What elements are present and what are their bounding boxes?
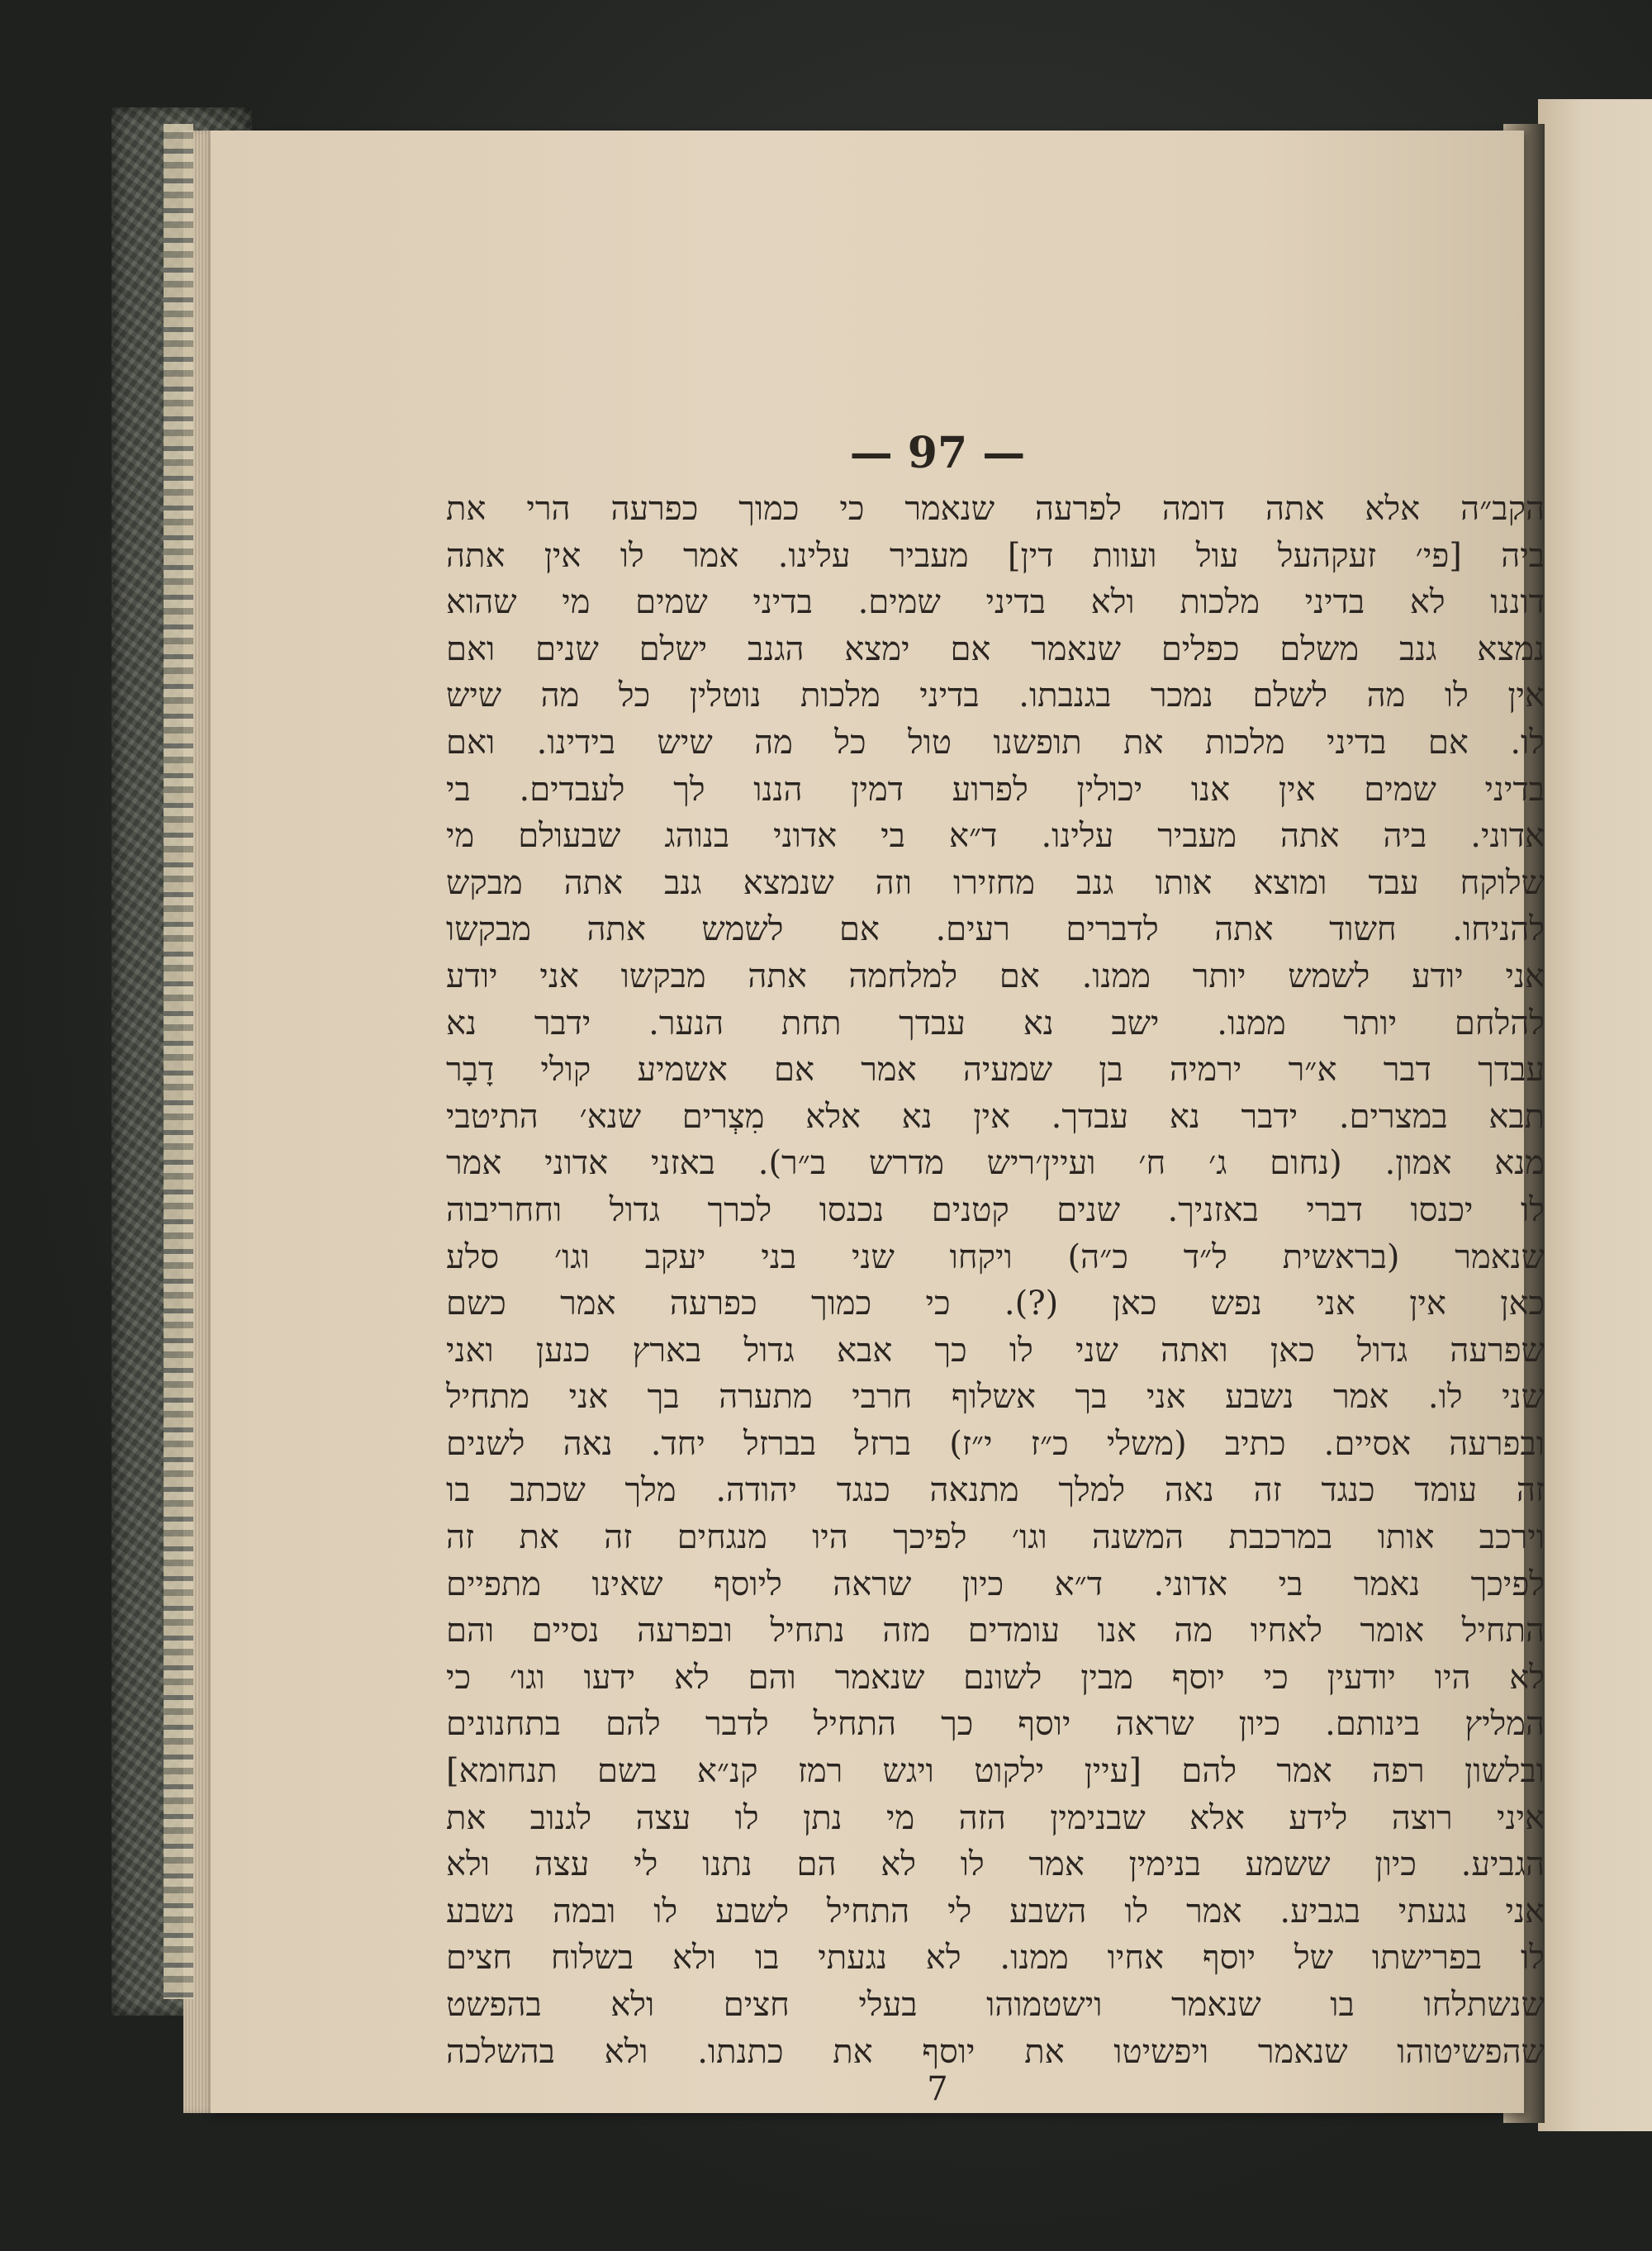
text-line: בדיני שמים אין אנו יכולין לפרוע דמין הננו לך לעבדים. בי bbox=[446, 770, 1545, 809]
text-line: איני רוצה לידע אלא שבנימין הזה מי נתן לו עצה לגנוב את bbox=[446, 1798, 1545, 1837]
facing-page-edge bbox=[1538, 99, 1652, 2131]
text-line: להלחם יותר ממנו. ישב נא עבדך תחת הנער. ידבר נא bbox=[446, 1004, 1545, 1042]
text-line: התחיל אומר לאחיו מה אנו עומדים מזה נתחיל ובפרעה נסיים והם bbox=[446, 1612, 1545, 1650]
text-line: אני נגעתי בגביע. אמר לו השבע לי התחיל לשבע לו ובמה נשבע bbox=[446, 1892, 1545, 1930]
text-line: לא היו יודעין כי יוסף מבין לשונם שנאמר והם לא ידעו וגו׳ כי bbox=[446, 1658, 1545, 1697]
text-line: וירכב אותו במרכבת המשנה וגו׳ לפיכך היו מנגחים זה את זה bbox=[446, 1518, 1545, 1557]
text-line: ובפרעה אסיים. כתיב (משלי כ״ז י״ז) ברזל בברזל יחד. נאה לשנים bbox=[446, 1424, 1545, 1463]
text-line: שפרעה גדול כאן ואתה שני לו כך אבא גדול בארץ כנען ואני bbox=[446, 1331, 1545, 1370]
text-line: לו יכנסו דברי באזניך. שנים קטנים נכנסו לכרך גדול וחחריבוה bbox=[446, 1190, 1545, 1229]
text-line: ביה [פי׳ זעקהעל עול ועוות דין] מעביר עלינו. אמר לו אין אתה bbox=[446, 536, 1545, 575]
text-line: ובלשון רפה אמר להם [עיין ילקוט ויגש רמז קנ״א בשם תנחומא] bbox=[446, 1752, 1545, 1791]
text-line: המליץ בינותם. כיון שראה יוסף כך התחיל לדבר להם בתחנונים bbox=[446, 1705, 1545, 1744]
text-line: הקב״ה אלא אתה דומה לפרעה שנאמר כי כמוך כפרעה הרי את bbox=[446, 490, 1545, 528]
text-line: לו. אם בדיני מלכות את תופשנו טול כל מה שיש בידינו. ואם bbox=[446, 723, 1545, 762]
text-line: להניחו. חשוד אתה לדברים רעים. אם לשמש אתה מבקשו bbox=[446, 910, 1545, 949]
text-line: אין לו מה לשלם נמכר בגנבתו. בדיני מלכות נוטלין כל מה שיש bbox=[446, 677, 1545, 715]
text-line: אני יודע לשמש יותר ממנו. אם למלחמה אתה מבקשו אני יודע bbox=[446, 957, 1545, 995]
cover-spine-edge bbox=[164, 124, 193, 1999]
text-line: נמצא גנב משלם כפלים שנאמר אם ימצא הגנב ישלם שנים ואם bbox=[446, 629, 1545, 668]
text-line: תבא במצרים. ידבר נא עבדך. אין נא אלא מִצְרים שנא׳ התיטבי bbox=[446, 1097, 1545, 1136]
text-line: עבדך דבר א״ר ירמיה בן שמעיה אמר אם אשמיע קולי דָבָר bbox=[446, 1051, 1545, 1090]
text-line: כאן אין אני נפש כאן (?). כי כמוך כפרעה אמר כשם bbox=[446, 1285, 1545, 1323]
page-number: — 97 — bbox=[849, 428, 1026, 478]
book-page bbox=[211, 131, 1545, 2113]
text-line: לפיכך נאמר בי אדוני. ד״א כיון שראה ליוסף שאינו מתפיים bbox=[446, 1565, 1545, 1603]
text-line: שלוקח עבד ומוצא אותו גנב מחזירו וזה שנמצא גנב אתה מבקש bbox=[446, 863, 1545, 902]
text-line: שני לו. אמר נשבע אני בך אשלוף חרבי מתערה בך אני מתחיל bbox=[446, 1378, 1545, 1417]
text-line: דוננו לא בדיני מלכות ולא בדיני שמים. בדיני שמים מי שהוא bbox=[446, 583, 1545, 622]
text-line: שנאמר (בראשית ל״ד כ״ה) ויקחו שני בני יעקב וגו׳ סלע bbox=[446, 1237, 1545, 1276]
text-line: שהפשיטוהו שנאמר ויפשיטו את יוסף את כתנתו. ולא בהשלכה bbox=[446, 2032, 1545, 2071]
text-line: לו בפרישתו של יוסף אחיו ממנו. לא נגעתי בו ולא בשלוח חצים bbox=[446, 1939, 1545, 1978]
text-line: זה עומד כנגד זה נאה למלך מתנאה כנגד יהודה. מלך שכתב בו bbox=[446, 1471, 1545, 1510]
text-line: מנא אמון. (נחום ג׳ ח׳ ועיין׳ריש מדרש ב״ר). באזני אדוני אמר bbox=[446, 1144, 1545, 1183]
body-text bbox=[446, 486, 1545, 2075]
text-line: הגביע. כיון ששמע בנימין אמר לו לא הם נתנו לי עצה ולא bbox=[446, 1845, 1545, 1884]
signature-mark: 7 bbox=[927, 2070, 948, 2108]
text-line: אדוני. ביה אתה מעביר עלינו. ד״א בי אדוני בנוהג שבעולם מי bbox=[446, 817, 1545, 856]
text-line: שנשתלחו בו שנאמר וישטמוהו בעלי חצים ולא בהפשט bbox=[446, 1986, 1545, 2024]
